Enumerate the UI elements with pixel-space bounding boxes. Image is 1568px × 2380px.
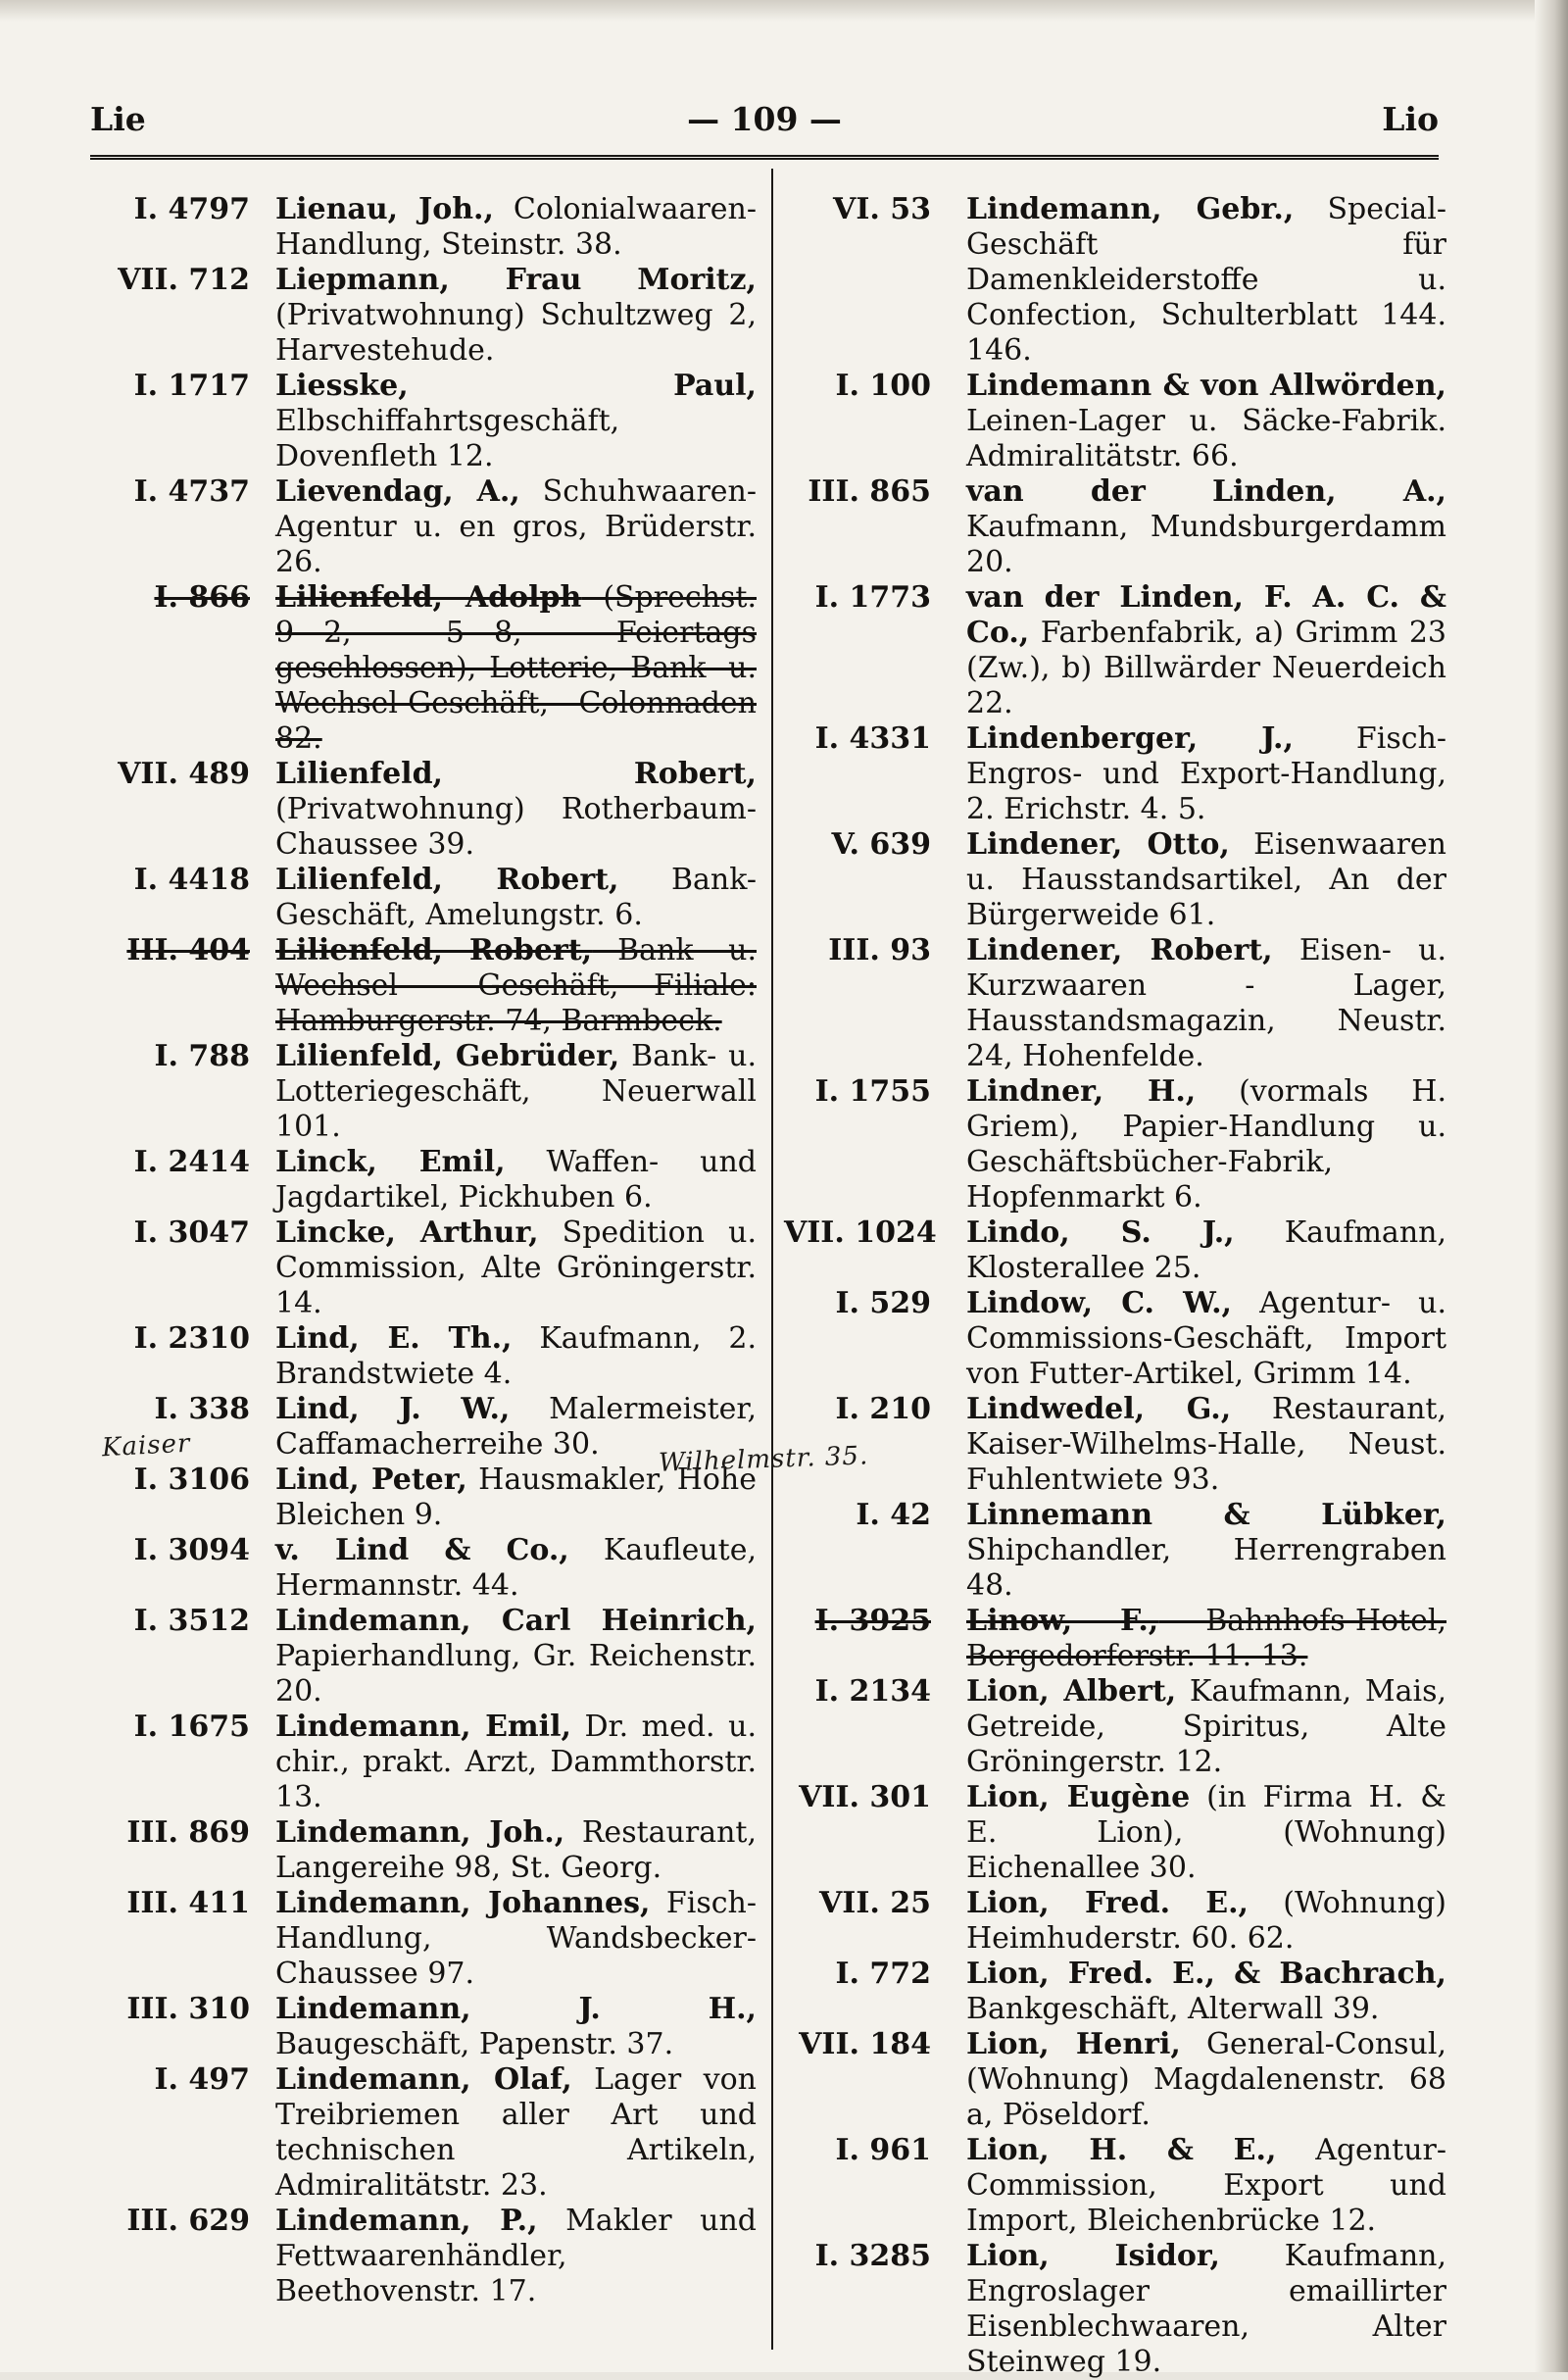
entry-name: Lindemann, Olaf, (275, 2062, 572, 2097)
entry-details: Agentur-Commission, Export und Import, Bleichenbrücke 12. (966, 2133, 1446, 2238)
entry-number: VII. 489 (118, 757, 250, 791)
entry-name: Lilienfeld, Robert, (275, 863, 619, 897)
entry-name: Lindemann, P., (275, 2204, 538, 2238)
entry-name: Liepmann, Frau Moritz, (275, 263, 757, 297)
entry-name: Lindemann, J. H., (275, 1992, 757, 2026)
entry-details: Baugeschäft, Papenstr. 37. (275, 2027, 674, 2061)
entry-name: Lindemann, Carl Heinrich, (275, 1604, 757, 1638)
entry-name: van der Linden, A., (966, 474, 1446, 509)
directory-entry (90, 757, 757, 863)
directory-entry (784, 1886, 1446, 1957)
entry-details: Bank- u. Lotteriegeschäft, Neuerwall 101. (275, 1039, 757, 1144)
entry-number: I. 772 (835, 1957, 931, 1991)
entry-name: Liesske, Paul, (275, 369, 757, 403)
entry-text (275, 933, 757, 1039)
entry-details: (Sprechst. 9—2, 5—8, Feiertags geschlossen), Lotterie, Bank- u. Wechsel-Geschäft, Colonnaden 82. (275, 580, 757, 756)
entry-text (966, 580, 1446, 721)
entry-details: Eisenwaaren u. Hausstandsartikel, An der Bürgerweide 61. (966, 827, 1446, 932)
page-header (90, 100, 1439, 159)
entry-details: Leinen-Lager u. Säcke-Fabrik. Admiralitätstr. 66. (966, 404, 1446, 473)
directory-entry (90, 1321, 757, 1392)
entry-name: Lion, Albert, (966, 1674, 1177, 1709)
entry-details: (vormals H. Griem), Papier-Handlung u. Geschäftsbücher-Fabrik, Hopfenmarkt 6. (966, 1074, 1446, 1215)
entry-text (275, 863, 757, 933)
entry-number: VII. 1024 (784, 1215, 937, 1250)
entry-text (966, 933, 1446, 1074)
entry-number: III. 93 (828, 933, 931, 967)
entry-name: Lind, E. Th., (275, 1321, 513, 1356)
entry-details: Bank- u. Wechsel - Geschäft, Filiale: Hamburgerstr. 74, Barmbeck. (275, 933, 757, 1038)
entry-number: I. 2310 (133, 1321, 250, 1356)
entry-details: Hausmakler, Hohe Bleichen 9. (275, 1463, 757, 1532)
entry-name: Lindemann & von Allwörden, (966, 369, 1446, 403)
entry-details: Schuhwaaren-Agentur u. en gros, Brüderstr. 26. (275, 474, 757, 579)
directory-entry (90, 1992, 757, 2062)
entry-details: Kaufmann, Mundsburgerdamm 20. (966, 510, 1446, 579)
directory-entry (784, 1286, 1446, 1392)
directory-entry (784, 2133, 1446, 2239)
entry-details: Kaufmann, 2. Brandstwiete 4. (275, 1321, 757, 1391)
header-right-keyword: Lio (1382, 100, 1439, 138)
entry-number: I. 3094 (133, 1533, 250, 1567)
entry-text (966, 827, 1446, 933)
entry-name: Lion, Fred. E., & Bachrach, (966, 1957, 1446, 1991)
directory-entry (90, 192, 757, 263)
entry-details: Lager von Treibriemen aller Art und technischen Artikeln, Admiralitätstr. 23. (275, 2062, 757, 2203)
entry-number: I. 1717 (133, 369, 250, 403)
entry-text (275, 1815, 757, 1886)
entry-number: I. 866 (154, 580, 250, 615)
entry-number: I. 497 (154, 2062, 250, 2097)
entry-text (966, 1074, 1446, 1215)
entry-name: Lind, Peter, (275, 1463, 467, 1497)
entry-number: I. 3106 (133, 1463, 250, 1497)
entry-name: Lind, J. W., (275, 1392, 511, 1426)
entry-text (966, 1604, 1446, 1674)
directory-entry (784, 1780, 1446, 1886)
entry-name: Lindemann, Joh., (275, 1815, 565, 1850)
entry-text (966, 1674, 1446, 1780)
directory-entry (90, 1815, 757, 1886)
entry-text (966, 369, 1446, 474)
directory-entry (90, 1463, 757, 1533)
directory-entry (784, 2027, 1446, 2133)
entry-text (275, 1710, 757, 1815)
directory-entry (90, 2204, 757, 2309)
entry-name: Lindener, Robert, (966, 933, 1273, 967)
entry-text (275, 2204, 757, 2309)
entry-text (966, 1286, 1446, 1392)
directory-entry (90, 474, 757, 580)
entry-number: I. 2414 (133, 1145, 250, 1179)
entry-name: Lilienfeld, Robert, (275, 757, 757, 791)
entry-name: Lindenberger, J., (966, 721, 1294, 756)
entry-text (966, 474, 1446, 580)
entry-text (966, 1392, 1446, 1498)
entry-text (275, 580, 757, 757)
entry-name: Lindemann, Johannes, (275, 1886, 651, 1920)
entry-text (966, 1498, 1446, 1604)
directory-entry (90, 863, 757, 933)
entry-text (966, 1957, 1446, 2027)
entry-number: I. 4797 (133, 192, 250, 226)
entry-text (275, 263, 757, 369)
entry-number: III. 865 (808, 474, 931, 509)
entry-name: Lion, Eugène (966, 1780, 1191, 1814)
entry-name: Lincke, Arthur, (275, 1215, 539, 1250)
entry-details: Malermeister, Caffamacherreihe 30. (275, 1392, 757, 1462)
entry-name: Lindemann, Gebr., (966, 192, 1295, 226)
directory-entry (784, 933, 1446, 1074)
directory-entry (90, 580, 757, 757)
entry-name: Lion, Henri, (966, 2027, 1181, 2061)
entry-name: v. Lind & Co., (275, 1533, 569, 1567)
directory-entry (784, 1604, 1446, 1674)
entry-number: I. 3925 (814, 1604, 931, 1638)
entry-name: Lindow, C. W., (966, 1286, 1232, 1320)
entry-name: Lindwedel, G., (966, 1392, 1232, 1426)
entry-text (275, 1145, 757, 1215)
entry-details: Waffen- und Jagdartikel, Pickhuben 6. (275, 1145, 758, 1215)
entry-number: III. 310 (126, 1992, 250, 2026)
directory-entry (784, 1215, 1446, 1286)
entry-details: Kaufmann, Engroslager emaillirter Eisenblechwaaren, Alter Steinweg 19. (966, 2239, 1446, 2379)
entry-text (966, 721, 1446, 827)
entry-details: Colonialwaaren-Handlung, Steinstr. 38. (275, 192, 758, 262)
entry-text (275, 1533, 757, 1604)
entry-number: I. 42 (856, 1498, 931, 1532)
directory-entry (90, 2062, 757, 2204)
directory-entry (784, 1674, 1446, 1780)
entry-name: Lindner, H., (966, 1074, 1197, 1109)
right-column (784, 192, 1446, 2380)
entry-number: I. 2134 (814, 1674, 931, 1709)
entry-number: I. 788 (154, 1039, 250, 1073)
entry-number: I. 529 (835, 1286, 931, 1320)
header-rule (90, 155, 1439, 160)
entry-details: (Wohnung) Heimhuderstr. 60. 62. (966, 1886, 1447, 1956)
directory-entry (90, 1604, 757, 1710)
entry-text (966, 1780, 1446, 1886)
entry-text (275, 1215, 757, 1321)
entry-number: III. 869 (126, 1815, 250, 1850)
entry-name: Linnemann & Lübker, (966, 1498, 1446, 1532)
directory-entry (784, 721, 1446, 827)
column-divider (771, 169, 773, 2350)
entry-text (275, 1039, 757, 1145)
entry-number: I. 4737 (133, 474, 250, 509)
handwritten-note-right: Wilhelmstr. 35. (658, 1441, 869, 1478)
directory-entry (90, 1145, 757, 1215)
entry-number: I. 100 (835, 369, 931, 403)
entry-number: I. 4418 (133, 863, 250, 897)
entry-text (275, 1992, 757, 2062)
entry-details: Agentur- u. Commissions-Geschäft, Import von Futter-Artikel, Grimm 14. (966, 1286, 1446, 1391)
entry-details: Kaufleute, Hermannstr. 44. (275, 1533, 757, 1603)
entry-text (966, 2027, 1446, 2133)
handwritten-note-left: Kaiser (101, 1428, 192, 1463)
entry-text (966, 2239, 1446, 2380)
entry-details: (Privatwohnung) Rotherbaum-Chaussee 39. (275, 792, 757, 862)
left-column (90, 192, 757, 2309)
entry-details: Makler und Fettwaarenhändler, Beethovenstr. 17. (275, 2204, 757, 2308)
entry-details: Farbenfabrik, a) Grimm 23 (Zw.), b) Billwärder Neuerdeich 22. (966, 616, 1446, 720)
entry-text (275, 369, 757, 474)
entry-details: Restaurant, Kaiser-Wilhelms-Halle, Neust. Fuhlentwiete 93. (966, 1392, 1446, 1497)
entry-details: Restaurant, Langereihe 98, St. Georg. (275, 1815, 757, 1885)
entry-details: Bank-Geschäft, Amelungstr. 6. (275, 863, 757, 932)
header-left-keyword: Lie (90, 100, 146, 138)
directory-entry (784, 369, 1446, 474)
entry-details: Fisch-Handlung, Wandsbecker-Chaussee 97. (275, 1886, 757, 1991)
entry-details: General-Consul, (Wohnung) Magdalenenstr. 68 a, Pöseldorf. (966, 2027, 1446, 2132)
directory-entry (784, 474, 1446, 580)
entry-details: Papierhandlung, Gr. Reichenstr. 20. (275, 1639, 757, 1709)
directory-entry (90, 1215, 757, 1321)
page-number: — 109 — (687, 100, 842, 138)
directory-entry (784, 1074, 1446, 1215)
entry-number: I. 1755 (814, 1074, 931, 1109)
directory-entry (90, 1533, 757, 1604)
entry-details: Eisen- u. Kurzwaaren - Lager, Hausstandsmagazin, Neustr. 24, Hohenfelde. (966, 933, 1447, 1073)
entry-details: Fisch-Engros- und Export-Handlung, 2. Erichstr. 4. 5. (966, 721, 1446, 826)
entry-text (275, 1321, 757, 1392)
entry-number: I. 3047 (133, 1215, 250, 1250)
entry-name: van der Linden, F. A. C. & Co., (966, 580, 1446, 650)
entry-details: Bahnhofs-Hotel, Bergedorferstr. 11. 13. (966, 1604, 1447, 1673)
directory-entry (90, 369, 757, 474)
entry-name: Lindo, S. J., (966, 1215, 1235, 1250)
entry-details: Kaufmann, Mais, Getreide, Spiritus, Alte Gröningerstr. 12. (966, 1674, 1446, 1779)
entry-number: VII. 184 (799, 2027, 931, 2061)
entry-text (275, 192, 757, 263)
entry-text (966, 192, 1446, 369)
entry-number: I. 3285 (814, 2239, 931, 2273)
entry-details: (in Firma H. & E. Lion), (Wohnung) Eichenallee 30. (966, 1780, 1446, 1885)
directory-entry (784, 192, 1446, 369)
entry-name: Lion, H. & E., (966, 2133, 1277, 2167)
entry-text (275, 1886, 757, 1992)
entry-details: Kaufmann, Klosterallee 25. (966, 1215, 1446, 1285)
entry-name: Lion, Fred. E., (966, 1886, 1249, 1920)
directory-entry (784, 1957, 1446, 2027)
entry-text (966, 2133, 1446, 2239)
entry-details: (Privatwohnung) Schultzweg 2, Harvestehude. (275, 298, 757, 368)
directory-entry (90, 1710, 757, 1815)
entry-text (275, 757, 757, 863)
entry-text (275, 1604, 757, 1710)
directory-entry (90, 263, 757, 369)
entry-number: III. 629 (126, 2204, 250, 2238)
entry-details: Special-Geschäft für Damenkleiderstoffe u. Confection, Schulterblatt 144. 146. (966, 192, 1446, 368)
entry-number: I. 338 (154, 1392, 250, 1426)
directory-entry (784, 827, 1446, 933)
entry-name: Linow, F., (966, 1604, 1159, 1638)
entry-text (966, 1215, 1446, 1286)
entry-number: I. 3512 (133, 1604, 250, 1638)
entry-name: Lilienfeld, Gebrüder, (275, 1039, 620, 1073)
directory-entry (90, 1039, 757, 1145)
entry-name: Lindener, Otto, (966, 827, 1230, 862)
entry-number: I. 1773 (814, 580, 931, 615)
entry-text (275, 474, 757, 580)
entry-name: Lilienfeld, Adolph (275, 580, 582, 615)
entry-number: VII. 301 (799, 1780, 931, 1814)
entry-number: I. 210 (835, 1392, 931, 1426)
entry-number: III. 404 (126, 933, 250, 967)
entry-name: Lion, Isidor, (966, 2239, 1220, 2273)
entry-number: I. 961 (835, 2133, 931, 2167)
entry-number: I. 4331 (814, 721, 931, 756)
entry-details: Shipchandler, Herrengraben 48. (966, 1533, 1446, 1603)
entry-details: Elbschiffahrtsgeschäft, Dovenfleth 12. (275, 404, 620, 473)
page-top-edge (0, 0, 1568, 22)
directory-entry (784, 1498, 1446, 1604)
entry-number: VI. 53 (833, 192, 931, 226)
entry-number: VII. 25 (819, 1886, 931, 1920)
entry-number: III. 411 (126, 1886, 250, 1920)
entry-text (966, 1886, 1446, 1957)
entry-number: V. 639 (831, 827, 931, 862)
entry-number: VII. 712 (118, 263, 250, 297)
entry-name: Lindemann, Emil, (275, 1710, 571, 1744)
entry-name: Lienau, Joh., (275, 192, 494, 226)
page-right-edge (1535, 0, 1568, 2372)
directory-entry (784, 580, 1446, 721)
entry-text (275, 2062, 757, 2204)
entry-name: Linck, Emil, (275, 1145, 506, 1179)
entry-details: Spedition u. Commission, Alte Gröningerstr. 14. (275, 1215, 757, 1320)
entry-details: Bankgeschäft, Alterwall 39. (966, 1992, 1380, 2026)
directory-entry (90, 933, 757, 1039)
directory-entry (784, 1392, 1446, 1498)
entry-name: Lilienfeld, Robert, (275, 933, 593, 967)
directory-entry (90, 1886, 757, 1992)
entry-details: Dr. med. u. chir., prakt. Arzt, Dammthorstr. 13. (275, 1710, 757, 1814)
entry-name: Lievendag, A., (275, 474, 520, 509)
entry-number: I. 1675 (133, 1710, 250, 1744)
directory-entry (784, 2239, 1446, 2380)
